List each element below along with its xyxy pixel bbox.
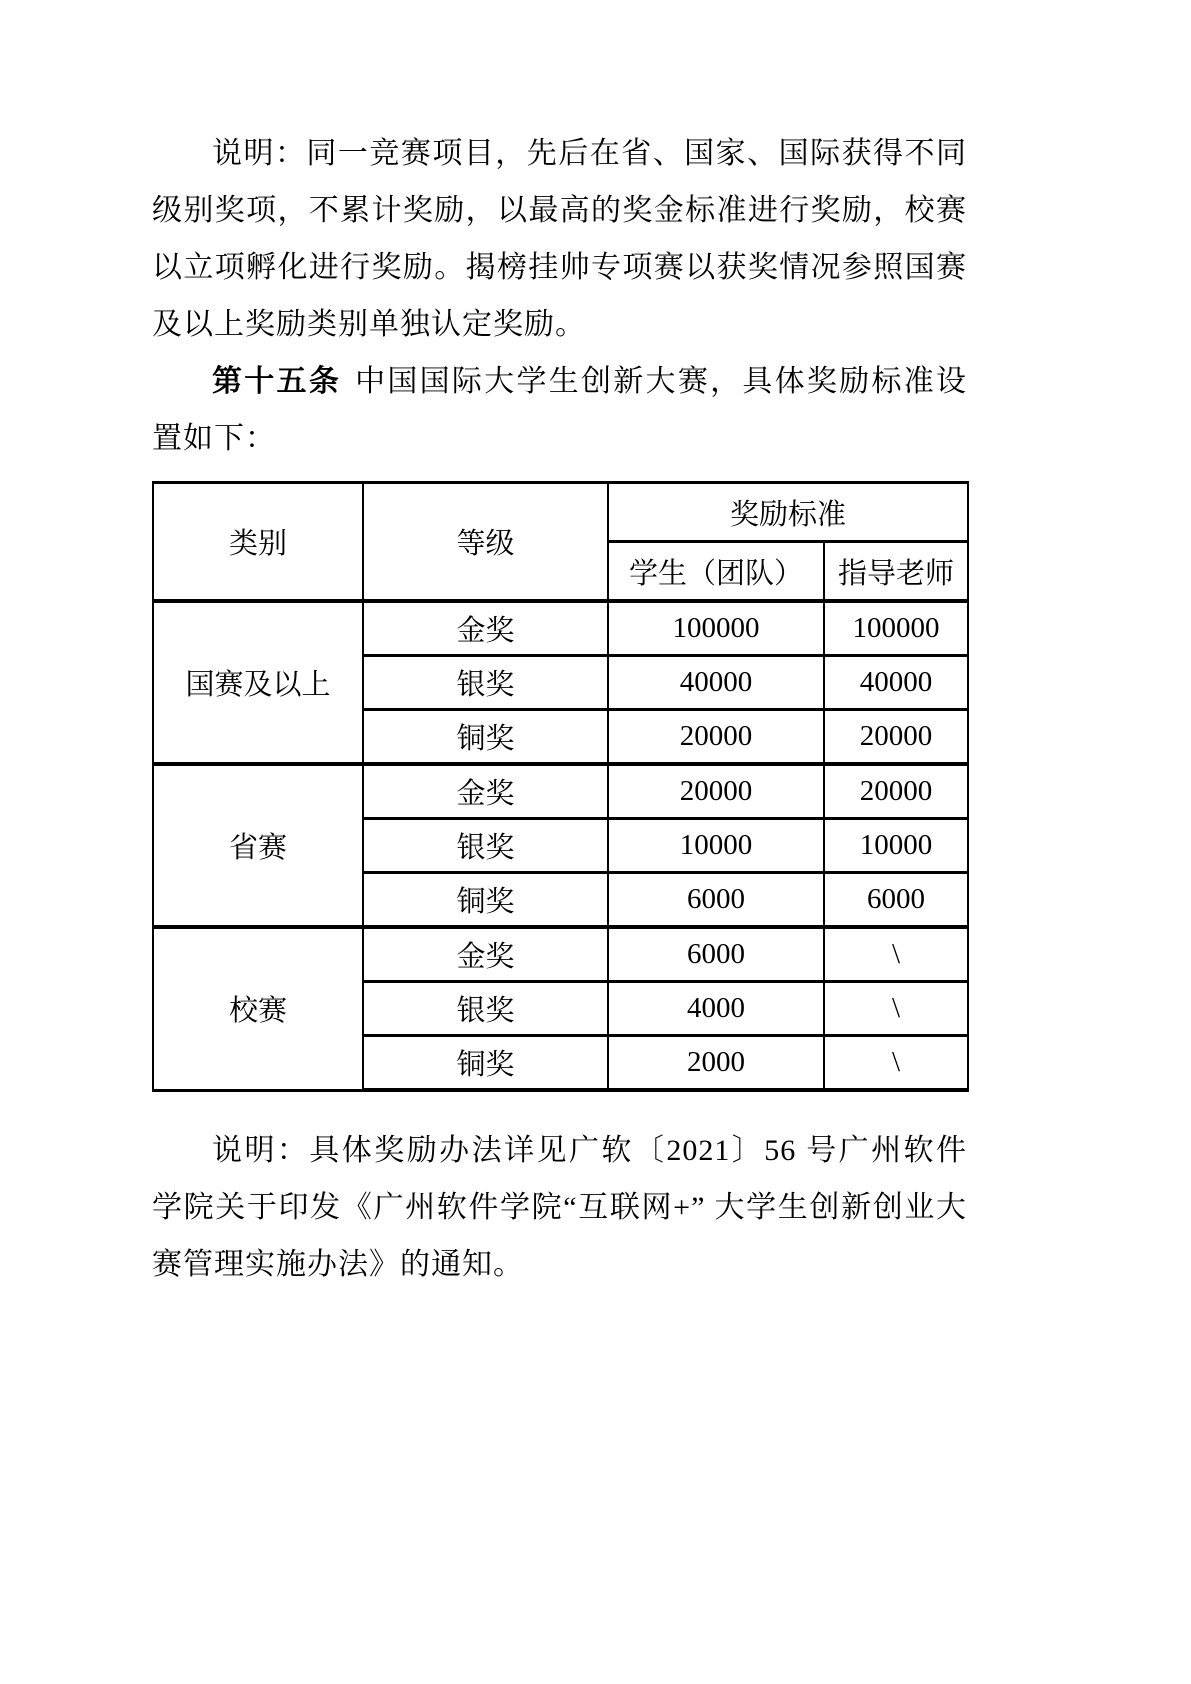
grade-cell: 铜奖	[363, 710, 608, 765]
table-row	[153, 764, 968, 819]
student-amount-cell: 2000	[608, 1036, 824, 1091]
advisor-amount-cell: 100000	[824, 601, 968, 656]
advisor-amount-cell: 20000	[824, 710, 968, 765]
student-amount-cell: 10000	[608, 819, 824, 873]
document-content	[152, 125, 967, 1293]
grade-cell: 铜奖	[363, 873, 608, 928]
advisor-amount-cell: 6000	[824, 873, 968, 928]
header-advisor: 指导老师	[824, 542, 968, 602]
table-row	[153, 601, 968, 656]
article-15-label: 第十五条	[212, 365, 342, 398]
category-cell: 国赛及以上	[153, 601, 363, 764]
student-amount-cell: 4000	[608, 982, 824, 1036]
advisor-amount-cell: \	[824, 982, 968, 1036]
article-15-paragraph	[152, 353, 967, 467]
table-row	[153, 927, 968, 982]
student-amount-cell: 100000	[608, 601, 824, 656]
student-amount-cell: 6000	[608, 873, 824, 928]
category-cell: 省赛	[153, 764, 363, 927]
advisor-amount-cell: 20000	[824, 764, 968, 819]
grade-cell: 银奖	[363, 982, 608, 1036]
grade-cell: 铜奖	[363, 1036, 608, 1091]
header-category: 类别	[153, 483, 363, 602]
grade-cell: 金奖	[363, 601, 608, 656]
category-cell: 校赛	[153, 927, 363, 1090]
header-grade: 等级	[363, 483, 608, 602]
grade-cell: 银奖	[363, 656, 608, 710]
note-paragraph-2: 说明：具体奖励办法详见广软〔2021〕56 号广州软件学院关于印发《广州软件学院“互联网+” 大学生创新创业大赛管理实施办法》的通知。	[152, 1134, 967, 1281]
table-header-row-1	[153, 483, 968, 542]
student-amount-cell: 20000	[608, 764, 824, 819]
advisor-amount-cell: \	[824, 1036, 968, 1091]
grade-cell: 银奖	[363, 819, 608, 873]
header-reward-standard: 奖励标准	[608, 483, 968, 542]
advisor-amount-cell: \	[824, 927, 968, 982]
reward-standard-table	[152, 481, 969, 1092]
header-student-team: 学生（团队）	[608, 542, 824, 602]
note-paragraph-1: 说明：同一竞赛项目，先后在省、国家、国际获得不同级别奖项，不累计奖励，以最高的奖金标准进行奖励，校赛以立项孵化进行奖励。揭榜挂帅专项赛以获奖情况参照国赛及以上奖励类别单独认定奖励。	[152, 137, 967, 341]
grade-cell: 金奖	[363, 764, 608, 819]
article-15-text: 中国国际大学生创新大赛，具体奖励标准设置如下：	[152, 365, 968, 455]
grade-cell: 金奖	[363, 927, 608, 982]
advisor-amount-cell: 40000	[824, 656, 968, 710]
student-amount-cell: 6000	[608, 927, 824, 982]
student-amount-cell: 40000	[608, 656, 824, 710]
advisor-amount-cell: 10000	[824, 819, 968, 873]
student-amount-cell: 20000	[608, 710, 824, 765]
